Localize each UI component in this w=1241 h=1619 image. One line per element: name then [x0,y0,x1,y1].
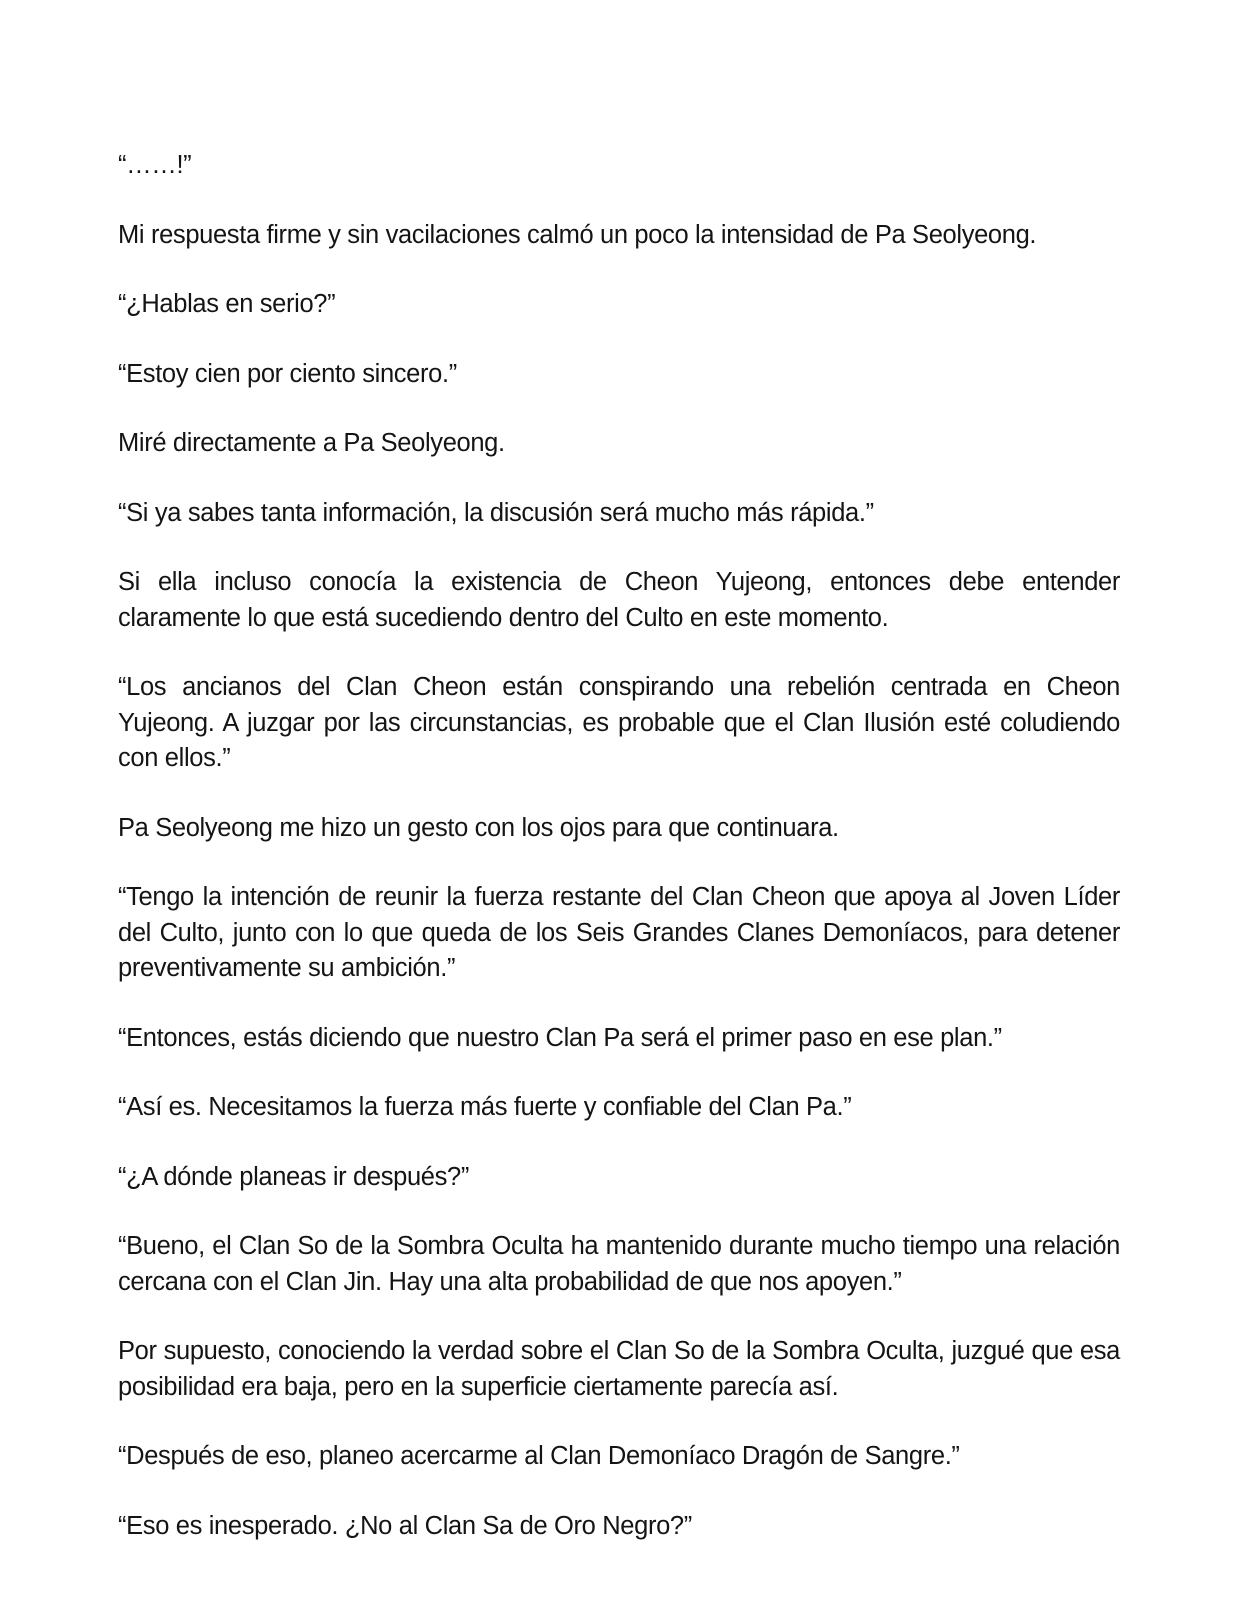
paragraph: “Los ancianos del Clan Cheon están conspirando una rebelión centrada en Cheon Yujeong. A juzgar por las circunstancias, es probable que el Clan Ilusión esté coludiendo con ellos.” [118,673,1120,772]
paragraph: “Eso es inesperado. ¿No al Clan Sa de Oro Negro?” [118,1511,692,1540]
paragraph: Si ella incluso conocía la existencia de Cheon Yujeong, entonces debe entender claramente lo que está sucediendo dentro del Culto en este momento. [118,568,1120,632]
paragraph: Miré directamente a Pa Seolyeong. [118,429,505,457]
paragraph: “Después de eso, planeo acercarme al Clan Demoníaco Dragón de Sangre.” [118,1442,960,1470]
paragraph: Pa Seolyeong me hizo un gesto con los ojos para que continuara. [118,813,839,842]
paragraph: “Entonces, estás diciendo que nuestro Clan Pa será el primer paso en ese plan.” [118,1023,1002,1052]
paragraph: “¿A dónde planeas ir después?” [118,1162,469,1191]
paragraph: “Si ya sabes tanta información, la discusión será mucho más rápida.” [118,498,874,527]
paragraph: “¿Hablas en serio?” [118,290,336,318]
paragraph: Por supuesto, conociendo la verdad sobre el Clan So de la Sombra Oculta, juzgué que esa posibilidad era baja, pero en la superficie ciertamente parecía así. [118,1337,1120,1401]
paragraph: “……!” [118,151,192,179]
document-body [118,148,1120,1544]
paragraph: “Así es. Necesitamos la fuerza más fuerte y confiable del Clan Pa.” [118,1093,852,1121]
paragraph: “Tengo la intención de reunir la fuerza restante del Clan Cheon que apoya al Joven Líder del Culto, junto con lo que queda de los Seis Grandes Clanes Demoníacos, para detener preventivamente su ambición.” [118,883,1120,982]
paragraph: Mi respuesta firme y sin vacilaciones calmó un poco la intensidad de Pa Seolyeong. [118,220,1037,249]
paragraph: “Bueno, el Clan So de la Sombra Oculta ha mantenido durante mucho tiempo una relación cercana con el Clan Jin. Hay una alta probabilidad de que nos apoyen.” [118,1232,1120,1296]
paragraph: “Estoy cien por ciento sincero.” [118,359,457,388]
